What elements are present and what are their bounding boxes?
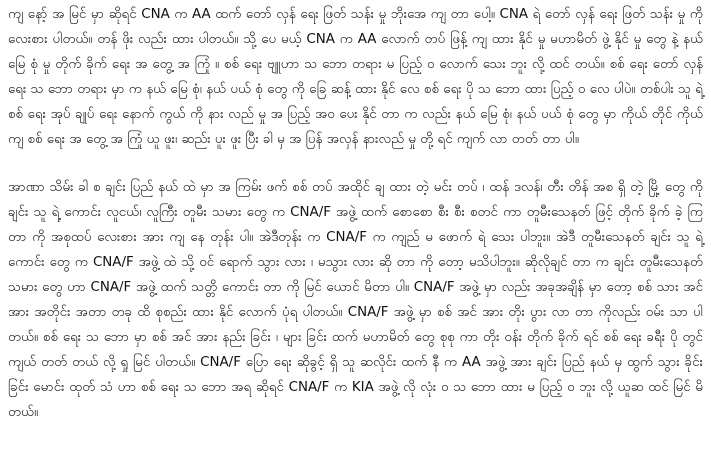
paragraph-1: ကျ နော့် အ မြင် မှာ ဆိုရင် CNA က AA ထက် တော် လှန် ရေး ဖြတ် သန်း မှု ဘိုးအေ ကျ တာ ပေါ့။ CNA ရဲ တော် လှန် ရေး ဖြတ် သန်း မှု ကို လေးစား ပါတယ်။ တန် ဖိုး လည်း ထား ပါတယ်။ သို့ ပေ မယ့် CNA က AA လောက် တပ် ဖြန့် ကျ ထား နိုင် မှု မဟာမိတ် ဖွဲ့ နိုင် မှု တွေ နဲ့ နယ် မြေ စုံ မှု တိုက် ခိုက် ရေး အ တွေ့ အ ကြုံ ။ စစ် ရေး ဗျူဟာ သ ဘော တရား မ ပြည့် ဝ လောက် သေး ဘူး လို့ ထင် တယ်။ စစ် ရေး တော် လှန် ရေး သ ဘော တရား မှာ က နယ် မြေ စုံ၊ နယ် ပယ် စုံ တွေ ကို ခြေ ဆန့် ထား နိုင် လေ စစ် ရေး ပို သ ဘော ထား ပြည့် ဝ လေ ပါပဲ။ တစ်ပါး သူ ရဲ့ စစ် ရေး အုပ် ချုပ် ရေး နောက် ကွယ် ကို နား လည် မှု အ ပြည့် အဝ ပေး နိုင် တာ က လည်း နယ် မြေ စုံ၊ နယ် ပယ် စုံ တွေ မှာ ကိုယ် တိုင် ကိုယ် ကျ စစ် ရေး အ တွေ့ အ ကြုံ ယူ ဖူး၊ ဆည်း ပူး ဖူး ပြီး ခါ မှ အ ပြန် အလှန် နားလည် မှု တို့ ရင် ကျက် လာ တတ် တာ ပါ။ [8, 7, 703, 147]
document-page [8, 2, 703, 458]
paragraph-2: အာဏာ သိမ်း ခါ စ ချင်း ပြည် နယ် ထဲ မှာ အ ကြမ်း ဖက် စစ် တပ် အထိုင် ချ ထား တဲ့ မင်း တပ် ၊ ထန် ဒလန်၊ တီး တိန် အစ ရှိ တဲ့ မြို့ တွေ ကို ချင်း သူ ရဲ့ ကောင်း လူငယ်၊ လူကြီး တူမီး သမား တွေ က CNA/F အဖွဲ့ ထက် စောစော စီး စီး စတင် ကာ တူမီးသေနတ် ဖြင့် တိုက် ခိုက် ခဲ့ ကြ တာ ကို အစုထပ် လေးစား အား ကျ နေ တုန်း ပါ။ အဲဒီတုန်း က CNA/F က ကျည် မ ဖောက် ရဲ သေး ပါဘူး။ အဲဒီ တူမီးသေနတ် ချင်း သူ ရဲ့ ကောင်း တွေ က CNA/F အဖွဲ့ ထဲ သို့ ဝင် ရောက် သွား လား ၊ မသွား လား ဆို တာ ကို တော့ မသိပါဘူး။ ဆိုလိုချင် တာ က ချင်း တူမီးသေနတ် သမား တွေ ဟာ CNA/F အဖွဲ့ ထက် သတ္တိ ကောင်း တာ ကို မြင် ယောင် မိတာ ပါ။ CNA/F အဖွဲ့ မှာ လည်း အခုအချိန် မှာ တော့ စစ် သား အင် အား အတိုင်း အတာ တခု ထိ စုစည်း ထား နိုင် လောက် ပုံရ ပါတယ်။ CNA/F အဖွဲ့ မှာ စစ် အင် အား တိုး ပွား လာ တာ ကိုလည်း ဝမ်း သာ ပါတယ်။ စစ် ရေး သ ဘော မှာ စစ် အင် အား နည်း ခြင်း ၊ များ ခြင်း ထက် မဟာမိတ် တွေ စုစု ကာ တိုး ဝန်း တိုက် ခိုက် ရင် စစ် ရေး ခရီး ပို တွင် ကျယ် တတ် တယ် လို့ ရှု မြင် ပါတယ်။ CNA/F ပြော ရေး ဆိုခွင့် ရှိ သူ ဆလိုင်း ထက် နီ က AA အဖွဲ့ အား ချင်း ပြည် နယ် မှ ထွက် သွား ခိုင်း ခြင်း မောင်း ထုတ် သံ ဟာ စစ် ရေး သ ဘော အရ ဆိုရင် CNA/F က KIA အဖွဲ့ လို လုံး ဝ သ ဘော ထား မ ပြည့် ဝ ဘူး လို့ ယူဆ ထင် မြင် မိတယ်။ [8, 180, 703, 420]
